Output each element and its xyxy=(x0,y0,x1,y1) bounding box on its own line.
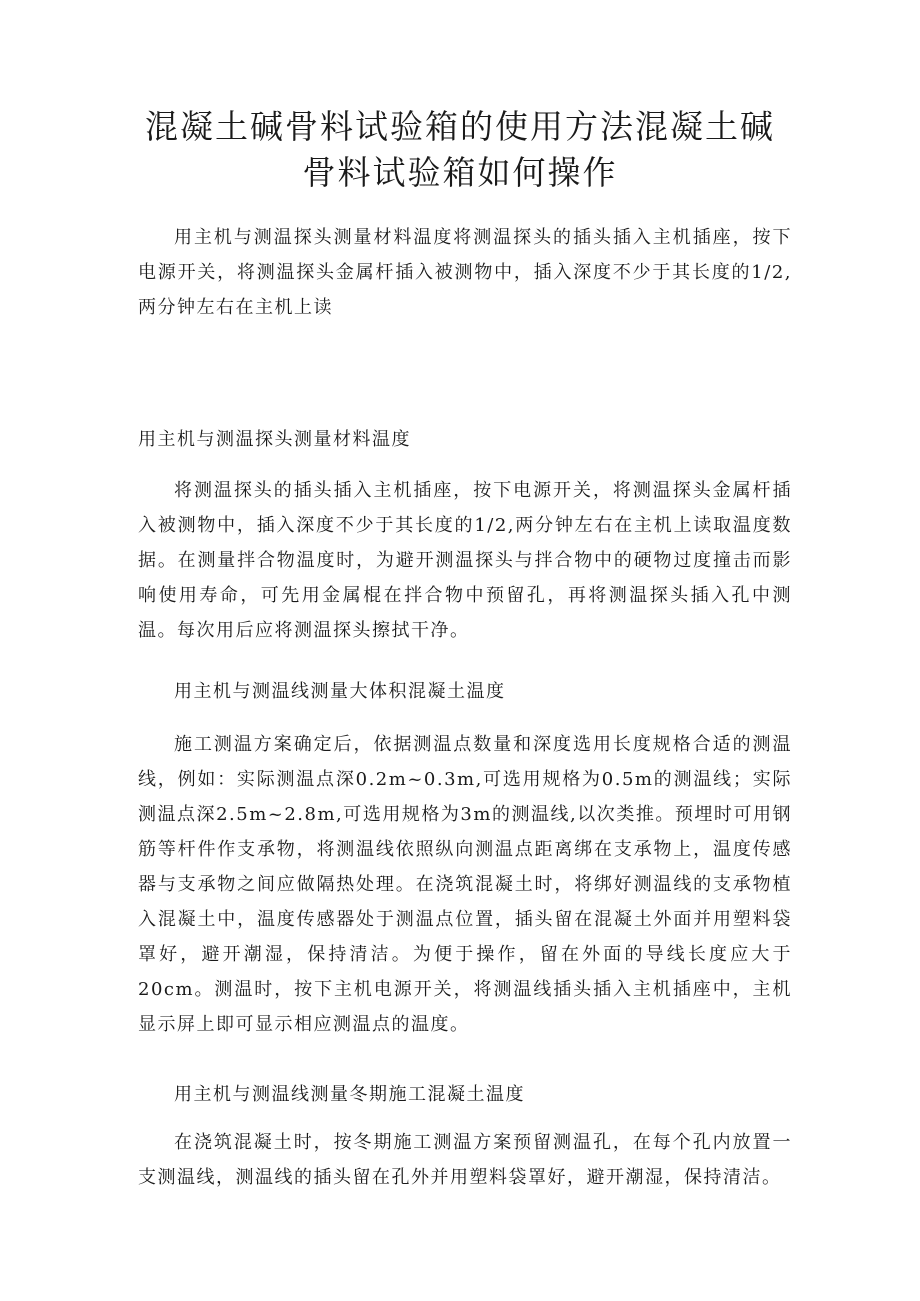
section1-heading: 用主机与测温探头测量材料温度 xyxy=(138,429,411,450)
intro-paragraph: 用主机与测温探头测量材料温度将测温探头的插头插入主机插座，按下电源开关，将测温探头金属杆插入被测物中，插入深度不少于其长度的1/2,两分钟左右在主机上读 xyxy=(138,227,792,318)
section2-paragraph: 施工测温方案确定后，依据测温点数量和深度选用长度规格合适的测温线，例如：实际测温点深0.2m~0.3m,可选用规格为0.5m的测温线；实际测温点深2.5m~2.8m,可选用规格为3m的测温线,以次类推。预埋时可用钢筋等杆件作支承物，将测温线依照纵向测温点距离绑在支承物上，温度传感器与支承物之间应做隔热处理。在浇筑混凝土时，将绑好测温线的支承物植入混凝土中，温度传感器处于测温点位置，插头留在混凝土外面并用塑料袋罩好，避开潮湿，保持清洁。为便于操作，留在外面的导线长度应大于20cm。测温时，按下主机电源开关，将测温线插头插入主机插座中，主机显示屏上即可显示相应测温点的温度。 xyxy=(138,734,792,1035)
section3-paragraph: 在浇筑混凝土时，按冬期施工测温方案预留测温孔，在每个孔内放置一支测温线，测温线的插头留在孔外并用塑料袋罩好，避开潮湿，保持清洁。 xyxy=(138,1132,792,1188)
section2-heading: 用主机与测温线测量大体积混凝土温度 xyxy=(174,681,506,702)
section3-heading: 用主机与测温线测量冬期施工混凝土温度 xyxy=(174,1084,525,1105)
document-title: 混凝土碱骨料试验箱的使用方法混凝土碱骨料试验箱如何操作 xyxy=(145,107,775,192)
section1-paragraph: 将测温探头的插头插入主机插座，按下电源开关，将测温探头金属杆插入被测物中，插入深度不少于其长度的1/2,两分钟左右在主机上读取温度数据。在测量拌合物温度时，为避开测温探头与拌合物中的硬物过度撞击而影响使用寿命，可先用金属棍在拌合物中预留孔，再将测温探头插入孔中测温。每次用后应将测温探头擦拭干净。 xyxy=(138,480,792,641)
